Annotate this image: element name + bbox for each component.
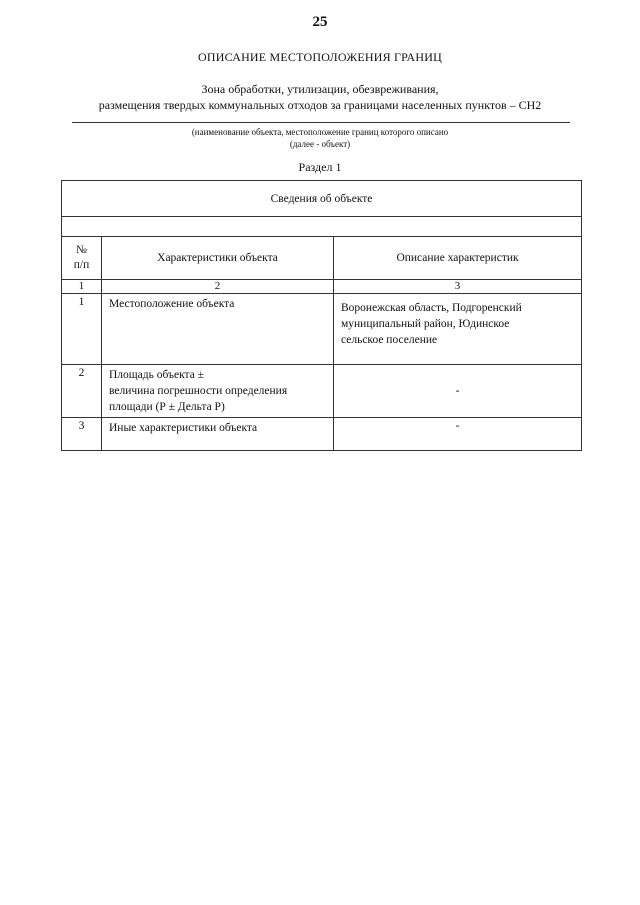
row-num: 2 (62, 365, 102, 418)
row-description: - (334, 365, 582, 418)
row-description-line: Воронежская область, Подгоренский (341, 302, 522, 314)
row-description (334, 294, 582, 365)
row-characteristic-line: площади (Р ± Дельта Р) (109, 401, 225, 413)
row-characteristic: Иные характеристики объекта (102, 418, 334, 451)
row-characteristic: Местоположение объекта (102, 294, 334, 365)
header-num-line-2: п/п (73, 259, 90, 271)
table-caption: Сведения об объекте (62, 181, 582, 217)
object-info-table (61, 180, 582, 451)
table-blank-cell (62, 217, 582, 237)
header-characteristics: Характеристики объекта (102, 237, 334, 280)
row-num: 3 (62, 418, 102, 451)
row-description-line: муниципальный район, Юдинское (341, 318, 510, 330)
row-characteristic (102, 365, 334, 418)
table-row (62, 365, 582, 418)
object-name-underline (72, 122, 570, 123)
section-title: Раздел 1 (298, 160, 342, 174)
column-index-1: 1 (62, 280, 102, 294)
column-index-3: 3 (334, 280, 582, 294)
object-name-note-line-2: (далее - объект) (289, 139, 351, 149)
table-header-row (62, 237, 582, 280)
table-blank-row (62, 217, 582, 237)
header-num-line-1: № (76, 244, 87, 256)
table-row (62, 418, 582, 451)
header-num (62, 237, 102, 280)
object-name-line-1: Зона обработки, утилизации, обезвреживания, (201, 82, 439, 96)
row-num: 1 (62, 294, 102, 365)
object-name (60, 81, 580, 113)
row-description: - (334, 418, 582, 451)
table-index-row (62, 280, 582, 294)
object-name-line-2: размещения твердых коммунальных отходов за границами населенных пунктов – СН2 (98, 98, 542, 112)
row-characteristic-line: Площадь объекта ± (109, 369, 204, 381)
column-index-2: 2 (102, 280, 334, 294)
header-description: Описание характеристик (334, 237, 582, 280)
page-number: 25 (312, 14, 328, 30)
object-name-note-line-1: (наименование объекта, местоположение границ которого описано (191, 127, 449, 137)
row-characteristic-line: величина погрешности определения (109, 385, 288, 397)
row-description-line: сельское поселение (341, 334, 438, 346)
object-name-note (0, 126, 640, 150)
table-caption-row (62, 181, 582, 217)
document-title: ОПИСАНИЕ МЕСТОПОЛОЖЕНИЯ ГРАНИЦ (198, 50, 442, 64)
table-row (62, 294, 582, 365)
